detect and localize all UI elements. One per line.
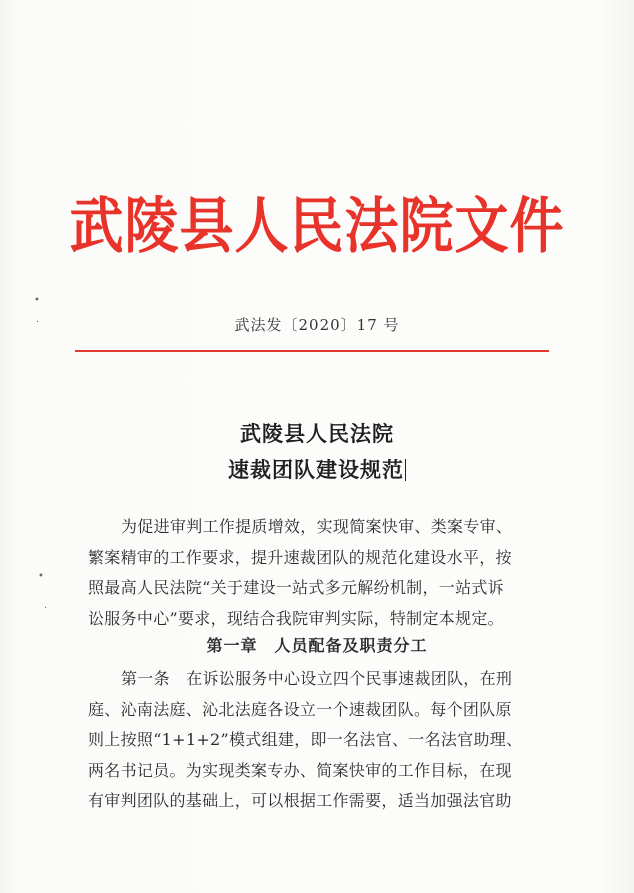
paragraph-line: 庭、沁南法庭、沁北法庭各设立一个速裁团队。每个团队原 bbox=[88, 699, 512, 719]
chapter-title: 第一章 人员配备及职责分工 bbox=[206, 636, 428, 655]
paragraph-line: 第一条 在诉讼服务中心设立四个民事速裁团队，在刑 bbox=[121, 669, 513, 688]
paragraph-line: 两名书记员。为实现类案专办、简案快审的工作目标，在现 bbox=[88, 760, 512, 780]
binding-hole-mark: • bbox=[38, 571, 44, 582]
header-red-rule bbox=[75, 350, 549, 352]
paragraph-line: 照最高人民法院“关于建设一站式多元解纷机制，一站式诉 bbox=[88, 578, 504, 597]
paragraph-line: 繁案精审的工作要求，提升速裁团队的规范化建设水平，按 bbox=[88, 547, 512, 567]
paragraph-line: 则上按照“1+1+2”模式组建，即一名法官、一名法官助理、 bbox=[88, 730, 523, 749]
paragraph-line: 为促进审判工作提质增效，实现简案快审、类案专审、 bbox=[121, 517, 513, 536]
paragraph-article-1 bbox=[88, 664, 558, 817]
binding-hole-mark: · bbox=[36, 317, 40, 328]
heading-line-1: 武陵县人民法院 bbox=[240, 422, 394, 446]
heading-line-2: 速裁团队建设规范 bbox=[228, 458, 404, 482]
text-cursor bbox=[405, 459, 406, 481]
binding-hole-mark: · bbox=[44, 603, 48, 614]
binding-hole-mark: • bbox=[34, 295, 40, 306]
document-number: 武法发〔2020〕17 号 bbox=[234, 316, 400, 334]
paragraph-line: 有审判团队的基础上，可以根据工作需要，适当加强法官助 bbox=[88, 791, 512, 810]
paragraph-intro bbox=[88, 512, 558, 634]
paragraph-line: 讼服务中心”要求，现结合我院审判实际，特制定本规定。 bbox=[88, 608, 504, 628]
document-header-title: 武陵县人民法院文件 bbox=[69, 189, 565, 261]
